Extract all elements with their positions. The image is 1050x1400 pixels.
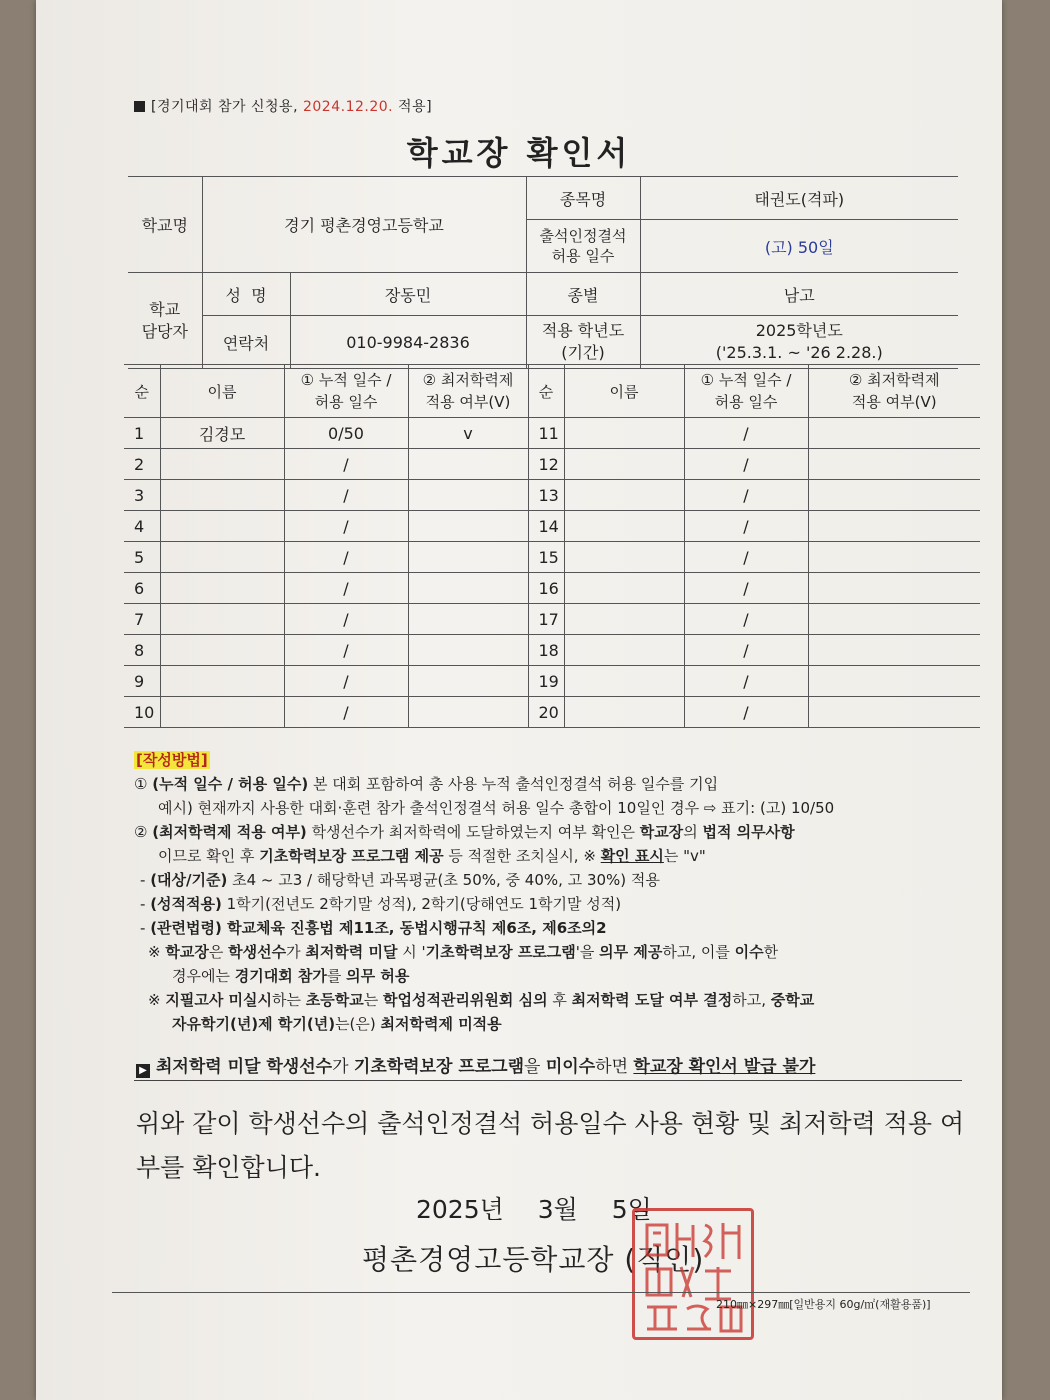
student-name [160,480,284,511]
contact-value: 010-9984-2836 [290,316,526,369]
principal-signature-line: 평촌경영고등학교장 (직인) [362,1243,705,1276]
student-name [564,511,684,542]
cumulative-days: / [284,666,408,697]
instructions-heading: [작성방법] [136,751,208,769]
header-days-2: ① 누적 일수 / 허용 일수 [684,365,808,418]
student-name [160,573,284,604]
cumulative-days: / [684,697,808,728]
student-name [564,573,684,604]
min-achievement-check [808,697,980,728]
cumulative-days: / [284,604,408,635]
student-name [160,635,284,666]
table-row [124,635,980,666]
instruction-line: - (대상/기준) 초4 ~ 고3 / 해당학년 과목평균(초 50%, 중 40%, 고 30%) 적용 [140,871,660,889]
student-name [160,697,284,728]
student-name [160,542,284,573]
row-number: 18 [528,635,564,666]
table-row [124,449,980,480]
row-number: 4 [124,511,160,542]
row-number: 11 [528,418,564,449]
student-name [160,511,284,542]
document-title: 학교장 확인서 [406,134,632,172]
cumulative-days: 0/50 [284,418,408,449]
arrow-box-icon: ▶ [136,1064,150,1078]
student-rows [124,418,980,728]
student-name [564,635,684,666]
cumulative-days: / [284,542,408,573]
min-achievement-check [808,418,980,449]
row-number: 9 [124,666,160,697]
row-number: 10 [124,697,160,728]
student-name [564,666,684,697]
cumulative-days: / [684,635,808,666]
row-number: 13 [528,480,564,511]
event-value: 태권도(격파) [640,177,958,220]
instruction-line: - (성적적용) 1학기(전년도 2학기말 성적), 2학기(당해연도 1학기말 성적) [140,895,622,913]
student-name [160,449,284,480]
official-seal-stamp [632,1208,754,1340]
min-achievement-check [408,697,528,728]
min-achievement-check [408,666,528,697]
min-achievement-check [808,635,980,666]
footer-divider [112,1292,970,1293]
school-label: 학교명 [128,177,202,273]
allowed-days-value: (고) 50일 [640,220,958,273]
cumulative-days: / [284,480,408,511]
min-achievement-check [408,604,528,635]
min-achievement-check [408,449,528,480]
student-name [160,604,284,635]
table-header-row [124,365,980,418]
min-achievement-check [408,542,528,573]
instruction-line: ※ 지필고사 미실시하는 초등학교는 학업성적관리위원회 심의 후 최저학력 도달 여부 결정하고, 중학교 [148,991,815,1009]
header-no: 순 [124,365,160,418]
cumulative-days: / [684,511,808,542]
cumulative-days: / [284,573,408,604]
issuance-warning: ▶ 최저학력 미달 학생선수가 기초학력보장 프로그램을 미이수하면 학교장 확인서 발급 불가 [136,1052,966,1078]
table-row [124,697,980,728]
effective-date: 2024.12.20. [302,99,394,115]
header-min-achievement-2: ② 최저학력제 적용 여부(V) [808,365,980,418]
divider [134,1080,962,1081]
student-name [564,418,684,449]
instruction-line: ② (최저학력제 적용 여부) 학생선수가 최저학력에 도달하였는지 여부 확인은 학교장의 법적 의무사항 [134,823,795,841]
student-name: 김경모 [160,418,284,449]
min-achievement-check [808,449,980,480]
cumulative-days: / [284,511,408,542]
square-bullet-icon [134,101,145,112]
row-number: 16 [528,573,564,604]
table-row [124,573,980,604]
cumulative-days: / [684,604,808,635]
header-name: 이름 [160,365,284,418]
min-achievement-check [408,480,528,511]
table-row [124,666,980,697]
row-number: 7 [124,604,160,635]
instruction-line: 예시) 현재까지 사용한 대회·훈련 참가 출석인정결석 허용 일수 총합이 10일인 경우 ⇨ 표기: (고) 10/50 [158,799,835,817]
cumulative-days: / [684,573,808,604]
row-number: 3 [124,480,160,511]
allowed-days-label: 출석인정결석 허용 일수 [526,220,640,273]
row-number: 19 [528,666,564,697]
school-year-value: 2025학년도 ('25.3.1. ~ '26 2.28.) [640,316,958,369]
row-number: 5 [124,542,160,573]
min-achievement-check [408,635,528,666]
student-name [564,604,684,635]
instruction-line: - (관련법령) 학교체육 진흥법 제11조, 동법시행규칙 제6조, 제6조의2 [140,919,607,937]
cumulative-days: / [684,542,808,573]
document-page [36,0,1002,1400]
instruction-line: ※ 학교장은 학생선수가 최저학력 미달 시 '기초학력보장 프로그램'을 의무 제공하고, 이를 이수한 [148,943,779,961]
paper-specification: 210㎜×297㎜[일반용지 60g/㎡(재활용품)] [716,1298,931,1311]
cumulative-days: / [684,449,808,480]
row-number: 1 [124,418,160,449]
school-name: 경기 평촌경영고등학교 [202,177,526,273]
row-number: 6 [124,573,160,604]
row-number: 14 [528,511,564,542]
instruction-line: 자유학기(년)제 학기(년)는(은) 최저학력제 미적용 [172,1015,502,1033]
instructions [134,748,964,1036]
min-achievement-check [808,480,980,511]
info-table [128,176,958,369]
student-name [564,480,684,511]
name-label: 성 명 [202,273,290,316]
form-usage-note: [경기대회 참가 신청용, 2024.12.20. 적용] [134,96,432,116]
min-achievement-check: v [408,418,528,449]
event-label: 종목명 [526,177,640,220]
row-number: 20 [528,697,564,728]
header-days: ① 누적 일수 / 허용 일수 [284,365,408,418]
header-no-2: 순 [528,365,564,418]
student-name [564,449,684,480]
min-achievement-check [808,511,980,542]
cumulative-days: / [284,697,408,728]
table-row [124,511,980,542]
student-name [564,542,684,573]
cumulative-days: / [284,449,408,480]
manager-label: 학교 담당자 [128,273,202,369]
min-achievement-check [408,511,528,542]
table-row [124,604,980,635]
row-number: 12 [528,449,564,480]
min-achievement-check [808,666,980,697]
contact-label: 연락처 [202,316,290,369]
cumulative-days: / [684,480,808,511]
header-name-2: 이름 [564,365,684,418]
cumulative-days: / [684,418,808,449]
table-row [124,480,980,511]
row-number: 8 [124,635,160,666]
min-achievement-check [808,604,980,635]
table-row [124,418,980,449]
header-min-achievement: ② 최저학력제 적용 여부(V) [408,365,528,418]
gender-label: 종별 [526,273,640,316]
min-achievement-check [408,573,528,604]
row-number: 15 [528,542,564,573]
student-list-table [124,364,980,728]
issue-date: 2025년 3월 5일 [416,1195,652,1224]
cumulative-days: / [684,666,808,697]
min-achievement-check [808,542,980,573]
instruction-line: 이므로 확인 후 기초학력보장 프로그램 제공 등 적절한 조치실시, ※ 확인 표시는 "v" [158,847,706,865]
confirmation-statement: 위와 같이 학생선수의 출석인정결석 허용일수 사용 현황 및 최저학력 적용 여부를 확인합니다. [136,1109,965,1182]
student-name [160,666,284,697]
school-year-label: 적용 학년도 (기간) [526,316,640,369]
instruction-line: ① (누적 일수 / 허용 일수) 본 대회 포함하여 총 사용 누적 출석인정결석 허용 일수를 기입 [134,775,719,793]
student-name [564,697,684,728]
gender-value: 남고 [640,273,958,316]
table-row [124,542,980,573]
row-number: 2 [124,449,160,480]
row-number: 17 [528,604,564,635]
min-achievement-check [808,573,980,604]
seal-icon [635,1211,751,1337]
instruction-line: 경우에는 경기대회 참가를 의무 허용 [172,967,410,985]
manager-name: 장동민 [290,273,526,316]
cumulative-days: / [284,635,408,666]
